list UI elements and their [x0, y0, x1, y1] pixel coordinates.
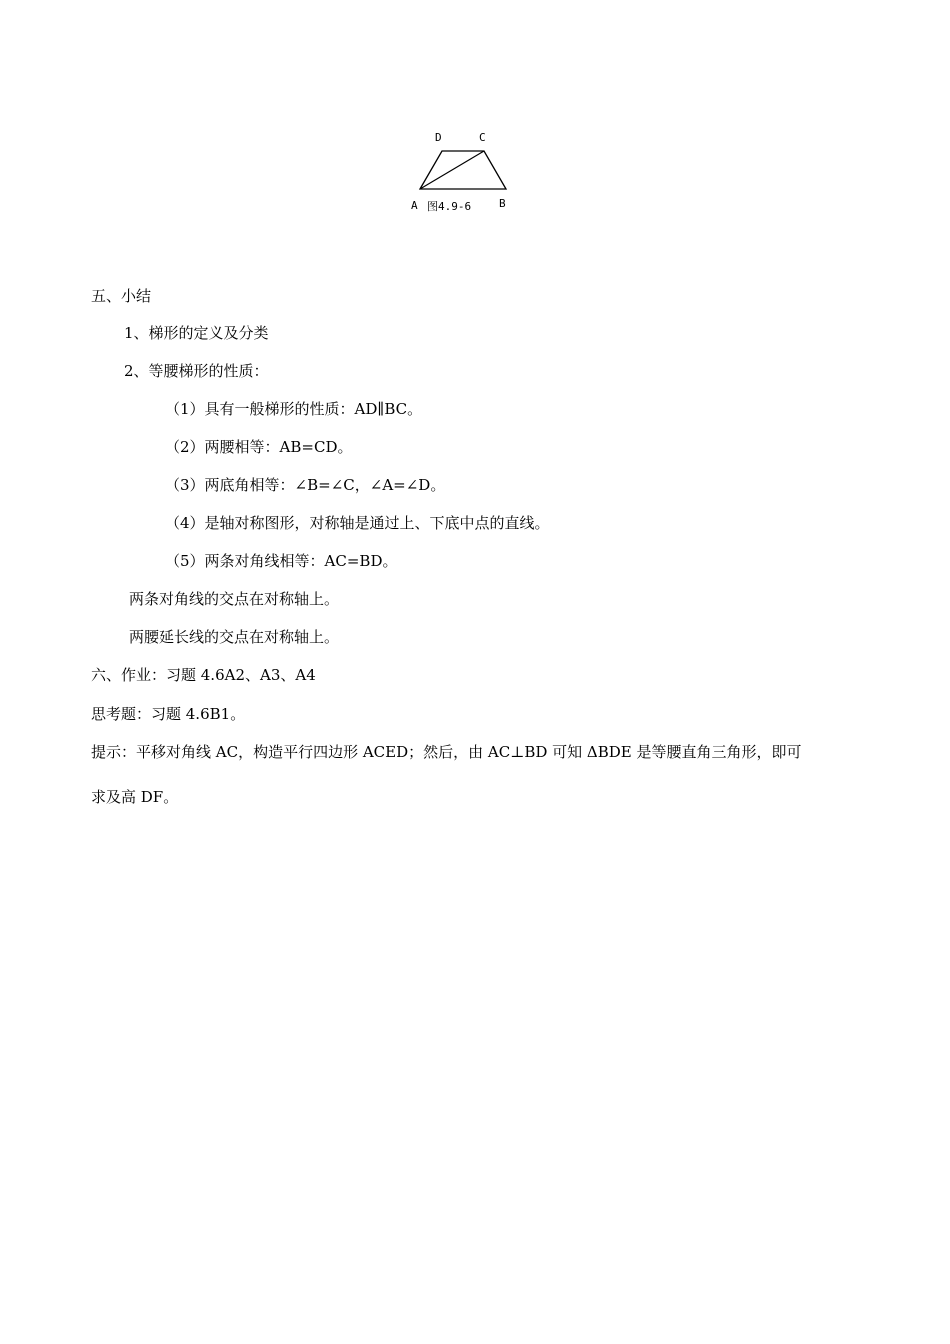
hint-line-2: 求及高 DF。: [91, 788, 179, 806]
diagonal-ac: [420, 151, 484, 189]
label-a: A: [411, 199, 418, 212]
label-b: B: [499, 197, 506, 210]
label-c: C: [479, 131, 486, 144]
property-3: （3）两底角相等：∠B=∠C，∠A=∠D。: [165, 476, 446, 494]
note-legs-extension: 两腰延长线的交点在对称轴上。: [129, 628, 340, 646]
trapezoid-diagram: [405, 125, 525, 220]
label-d: D: [435, 131, 442, 144]
summary-item-1: 1、梯形的定义及分类: [124, 324, 269, 342]
note-diagonal-intersection: 两条对角线的交点在对称轴上。: [129, 590, 340, 608]
trapezoid-outline: [420, 151, 506, 189]
property-1: （1）具有一般梯形的性质：AD∥BC。: [165, 400, 423, 418]
hint-line-1: 提示：平移对角线 AC，构造平行四边形 ACED；然后，由 AC⊥BD 可知 ΔBDE 是等腰直角三角形，即可: [91, 743, 802, 761]
property-2: （2）两腰相等：AB=CD。: [165, 438, 353, 456]
property-5: （5）两条对角线相等：AC=BD。: [165, 552, 398, 570]
figure-caption: 图4.9-6: [427, 200, 472, 213]
summary-heading: 五、小结: [91, 287, 152, 305]
homework-heading: 六、作业：习题 4.6A2、A3、A4: [91, 666, 316, 684]
summary-item-2: 2、等腰梯形的性质：: [124, 362, 269, 380]
trapezoid-figure: [405, 125, 525, 220]
property-4: （4）是轴对称图形，对称轴是通过上、下底中点的直线。: [165, 514, 550, 532]
thinking-question: 思考题：习题 4.6B1。: [91, 705, 246, 723]
